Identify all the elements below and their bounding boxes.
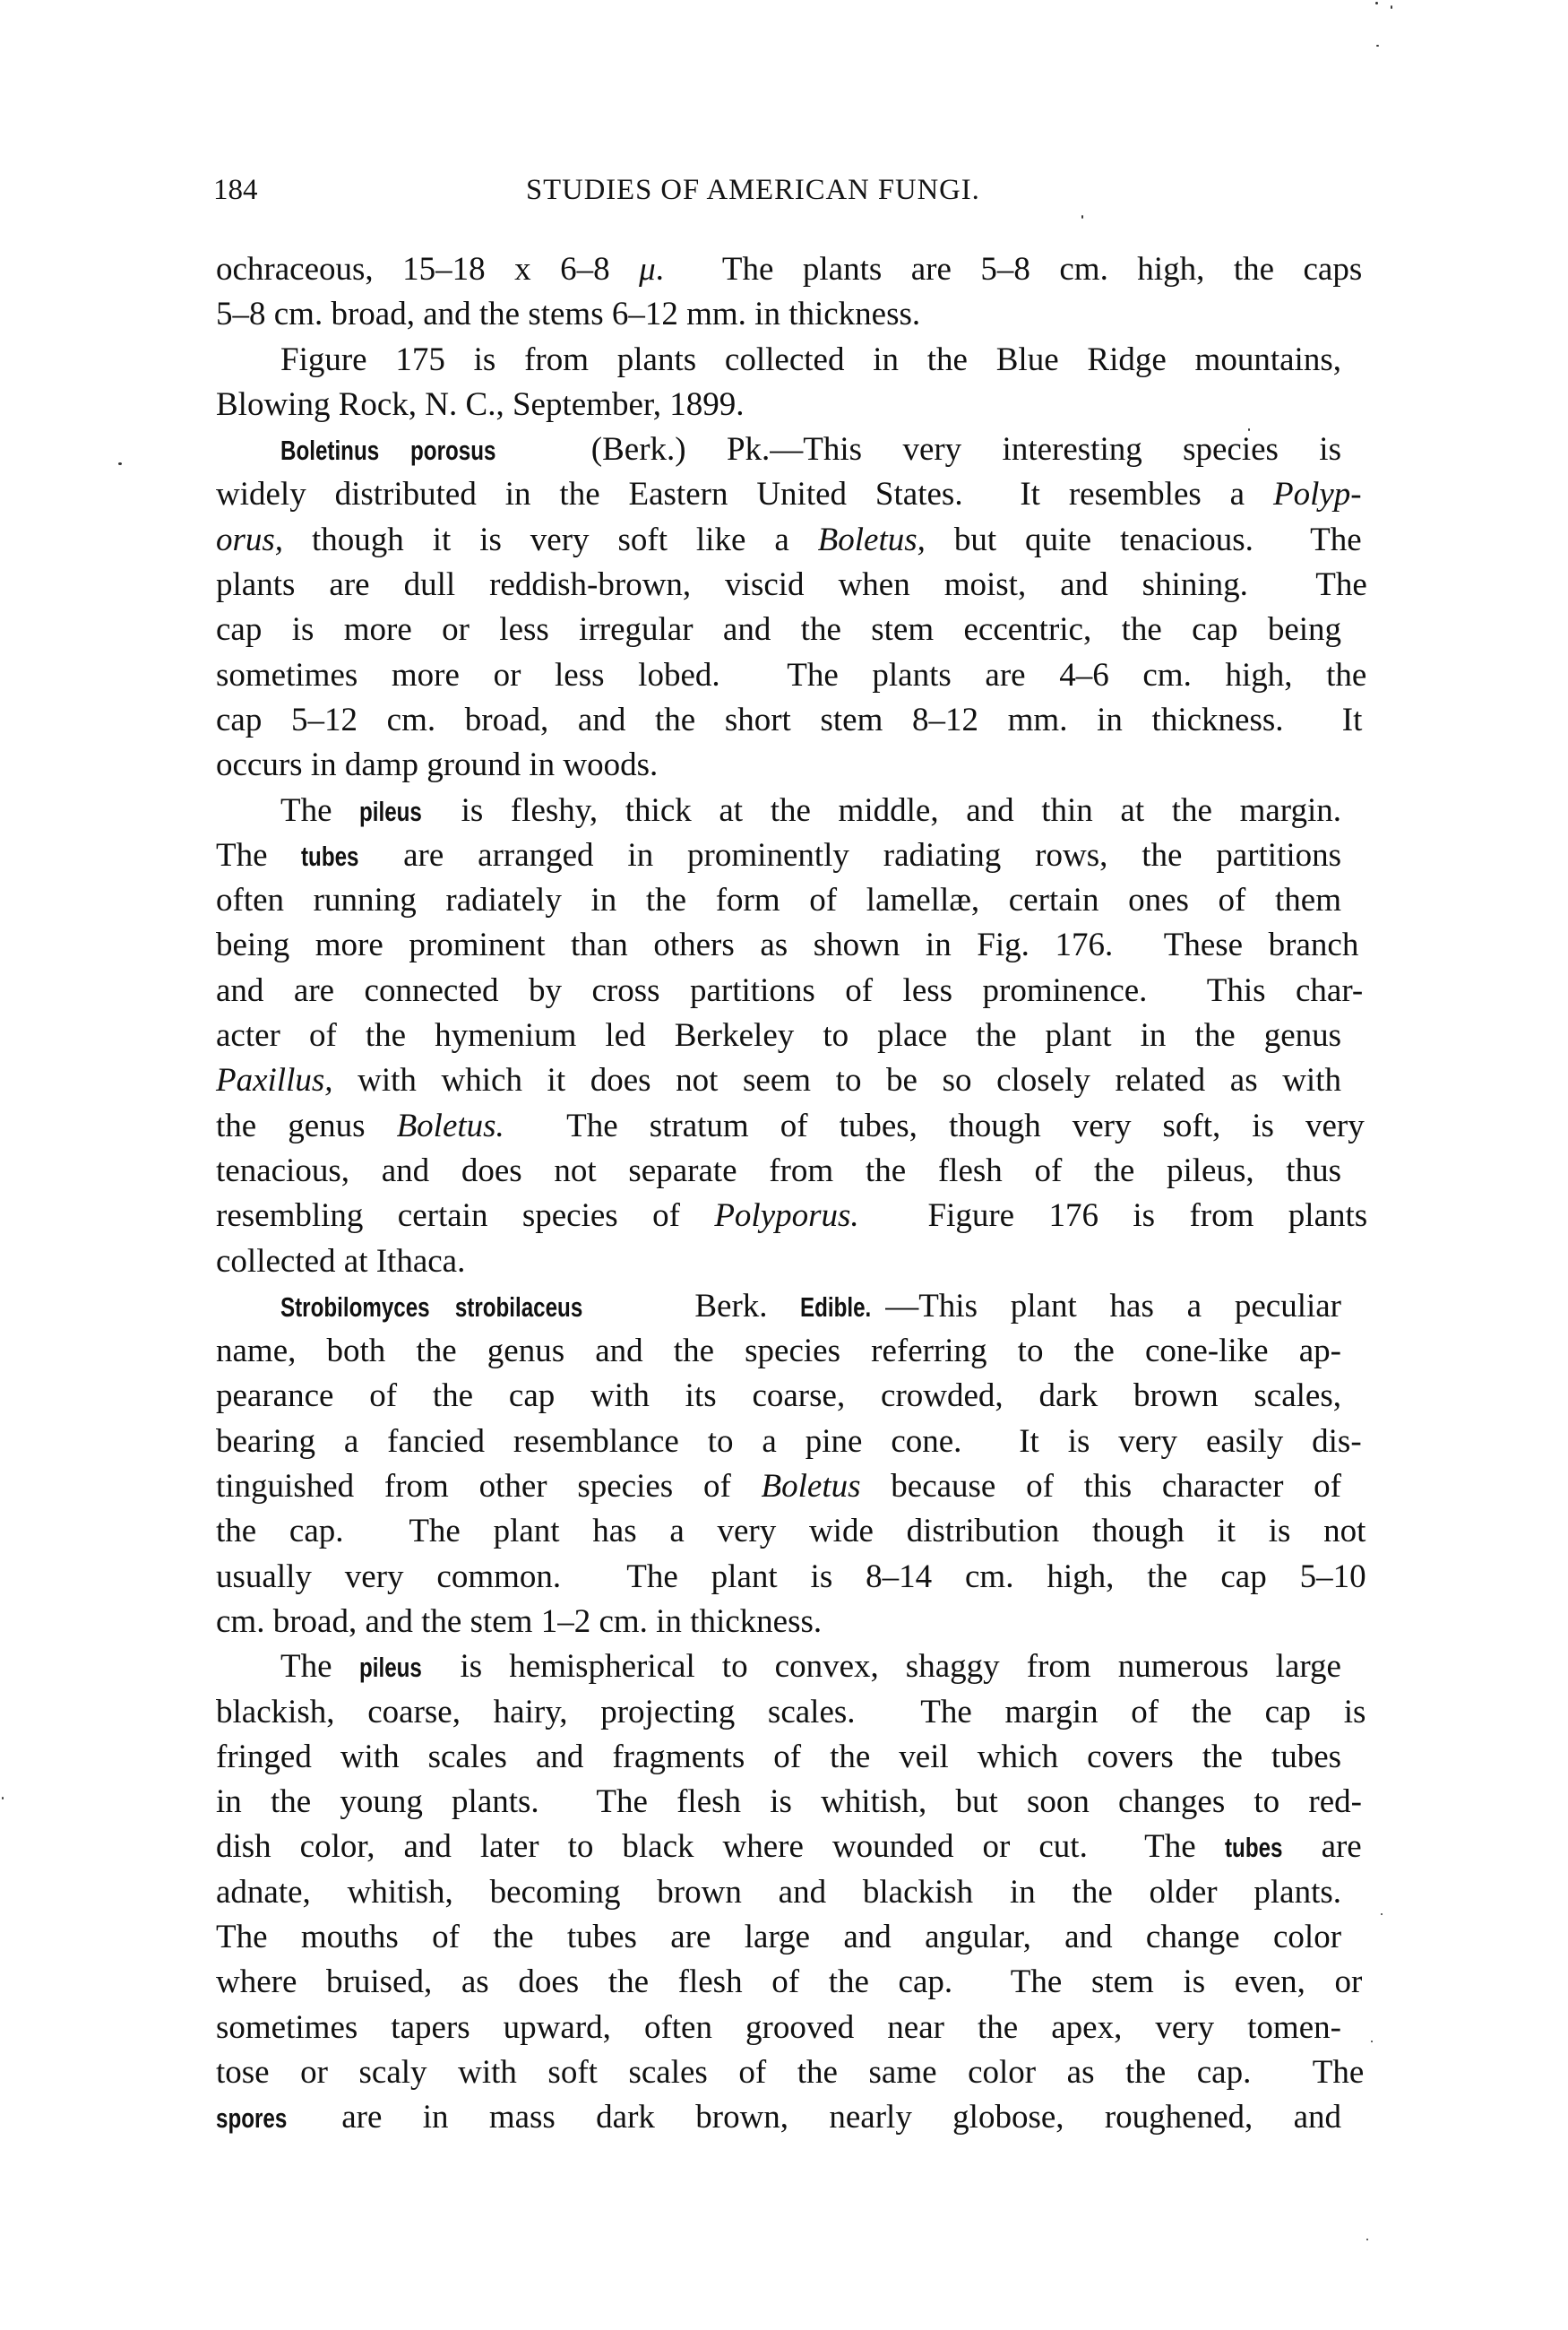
- text-run: 5–8 cm. broad, and the stems 6–12 mm. in thickness.: [216, 296, 921, 333]
- text-run: the genus: [216, 1107, 397, 1144]
- text-run: usually very common. The plant is 8–14 cm. high, the cap 5–10: [216, 1558, 1366, 1595]
- text-run: tinguished from other species of: [216, 1468, 762, 1506]
- text-line: [216, 1960, 1363, 2005]
- page-number: 184: [213, 174, 258, 206]
- text-line-content: [216, 1374, 1341, 1419]
- text-run: but quite tenacious. The: [925, 521, 1362, 558]
- text-run: Berk.: [661, 1287, 801, 1325]
- text-line: [216, 1780, 1362, 1825]
- bold-term: spores: [216, 2102, 288, 2135]
- text-line: [216, 2006, 1341, 2050]
- text-line-content: [216, 1825, 1362, 1870]
- text-line-content: [216, 518, 1362, 563]
- text-run: resembling certain species of: [216, 1197, 715, 1235]
- text-line: [216, 833, 1341, 878]
- text-run: tose or scaly with soft scales of the same color as the cap. The: [216, 2053, 1365, 2091]
- text-line: [216, 1058, 1341, 1103]
- text-run: ochraceous, 15–18 x 6–8: [216, 251, 640, 288]
- bold-term: tubes: [1224, 1832, 1283, 1864]
- text-line: [216, 518, 1362, 563]
- text-line: [216, 1644, 1341, 1689]
- text-run: dish color, and later to black where wounded or cut. The: [216, 1828, 1225, 1866]
- text-line: [216, 1374, 1341, 1419]
- text-line-content: [216, 1780, 1362, 1825]
- text-run: cm. broad, and the stem 1–2 cm. in thickness.: [216, 1602, 823, 1640]
- text-line: [216, 1194, 1368, 1238]
- text-run: sometimes more or less lobed. The plants are 4–6 cm. high, the: [216, 656, 1367, 694]
- text-run: is fleshy, thick at the middle, and thin at the margin.: [433, 791, 1341, 829]
- italic-term: Boletus,: [817, 521, 926, 558]
- text-run: fringed with scales and fragments of the veil which covers the tubes: [216, 1738, 1342, 1775]
- text-line-content: [216, 878, 1341, 923]
- text-line: [216, 1284, 1341, 1329]
- text-line: [216, 1915, 1341, 1960]
- text-line: [216, 608, 1341, 652]
- bold-term: Boletinus porosus: [280, 435, 496, 467]
- text-run: pearance of the cap with its coarse, crowded, dark brown scales,: [216, 1377, 1341, 1415]
- bold-term: pileus: [358, 1652, 422, 1684]
- text-run: collected at Ithaca.: [216, 1242, 466, 1280]
- bold-term: Strobilomyces strobilaceus: [280, 1290, 583, 1323]
- text-run: (Berk.) Pk.—This very interesting species is: [550, 431, 1341, 469]
- scan-speck: [1081, 215, 1083, 219]
- text-line-content: [216, 1555, 1366, 1600]
- text-run: adnate, whitish, becoming brown and blackish in the older plants.: [216, 1873, 1342, 1911]
- text-line: [216, 1600, 1341, 1644]
- body-text: [216, 247, 1368, 2140]
- text-line: [216, 338, 1341, 383]
- text-run: —This plant has a peculiar: [885, 1287, 1342, 1325]
- text-line-content: [216, 472, 1362, 517]
- text-line-content: [216, 608, 1341, 652]
- text-line-content: [216, 923, 1358, 968]
- text-line: [216, 1014, 1341, 1058]
- text-line-content: [216, 653, 1366, 698]
- text-run: because of this character of: [860, 1468, 1341, 1506]
- text-line-content: [216, 1870, 1341, 1915]
- text-line-content: [216, 2050, 1364, 2095]
- text-line: [216, 1149, 1341, 1194]
- text-line-content: [216, 1735, 1341, 1780]
- text-run: name, both the genus and the species referring to the cone-like ap-: [216, 1333, 1341, 1370]
- text-line-content: [216, 1149, 1341, 1194]
- text-run: are: [1292, 1828, 1362, 1866]
- text-line: [216, 698, 1363, 743]
- text-line-content: [280, 1644, 1341, 1690]
- text-line-content: [216, 1014, 1341, 1058]
- text-line-content: [216, 1329, 1341, 1374]
- text-line-content: [216, 833, 1341, 879]
- text-line-content: [216, 1104, 1365, 1149]
- text-run: plants are dull reddish-brown, viscid when moist, and shining. The: [216, 566, 1367, 604]
- text-run: with which it does not seem to be so closely related as with: [332, 1062, 1341, 1100]
- running-head: [213, 172, 1342, 208]
- text-line-content: [216, 2006, 1341, 2050]
- text-line-content: [216, 1058, 1341, 1103]
- text-line-content: [216, 743, 658, 788]
- text-run: The stratum of tubes, though very soft, is very: [504, 1107, 1365, 1144]
- text-run: occurs in damp ground in woods.: [216, 746, 659, 784]
- text-line: [216, 1239, 1341, 1284]
- text-run: cap is more or less irregular and the stem eccentric, the cap being: [216, 611, 1342, 649]
- text-run: though it is very soft like a: [283, 521, 818, 558]
- text-line: [216, 1464, 1341, 1509]
- text-run: tenacious, and does not separate from the flesh of the pileus, thus: [216, 1152, 1341, 1189]
- text-run: sometimes tapers upward, often grooved near the apex, very tomen-: [216, 2008, 1341, 2046]
- text-run: bearing a fancied resemblance to a pine cone. It is very easily dis-: [216, 1422, 1362, 1460]
- text-line: [216, 1825, 1362, 1869]
- text-line-content: [280, 427, 1341, 473]
- running-title: STUDIES OF AMERICAN FUNGI.: [526, 174, 980, 206]
- text-run: cap 5–12 cm. broad, and the short stem 8–12 mm. in thickness. It: [216, 701, 1363, 738]
- scan-speck: [1376, 45, 1379, 47]
- text-line: [216, 383, 1341, 427]
- text-run: the cap. The plant has a very wide distribution though it is not: [216, 1513, 1366, 1550]
- text-line-content: [280, 789, 1341, 834]
- text-line: [216, 2095, 1341, 2140]
- text-line-content: [280, 1284, 1341, 1330]
- scan-speck: [1371, 2041, 1373, 2042]
- text-line: [216, 1870, 1341, 1915]
- text-run: are in mass dark brown, nearly globose, roughened, and: [300, 2099, 1342, 2136]
- text-line: [216, 969, 1364, 1014]
- text-line-content: [216, 969, 1363, 1014]
- text-run: Blowing Rock, N. C., September, 1899.: [216, 385, 745, 423]
- text-line: [216, 1690, 1366, 1735]
- text-line-content: [216, 1509, 1366, 1554]
- italic-term: Polyp-: [1272, 476, 1362, 513]
- text-line: [216, 427, 1341, 472]
- text-line: [216, 472, 1362, 517]
- italic-term: Boletus: [761, 1468, 861, 1506]
- text-run: Figure 175 is from plants collected in the Blue Ridge mountains,: [280, 341, 1341, 378]
- italic-term: orus,: [216, 521, 284, 558]
- bold-term: pileus: [359, 795, 423, 827]
- text-line-content: [216, 2095, 1341, 2141]
- italic-term: μ: [639, 251, 656, 288]
- text-line: [216, 2050, 1365, 2095]
- text-run: Figure 176 is from plants: [858, 1197, 1368, 1235]
- text-run: being more prominent than others as shown in Fig. 176. These branch: [216, 927, 1359, 964]
- text-run: in the young plants. The flesh is whitish, but soon changes to red-: [216, 1783, 1362, 1821]
- text-line-content: [216, 1420, 1362, 1464]
- text-line: [216, 653, 1367, 698]
- text-line-content: [216, 1600, 822, 1644]
- text-run: are arranged in prominently radiating rows, the partitions: [369, 836, 1342, 874]
- text-run: is hemispherical to convex, shaggy from numerous large: [433, 1648, 1341, 1686]
- text-run: often running radiately in the form of lamellæ, certain ones of them: [216, 882, 1341, 919]
- text-line: [216, 292, 1341, 337]
- text-line: [216, 878, 1341, 923]
- text-line-content: [216, 1464, 1341, 1509]
- text-line: [216, 1329, 1341, 1374]
- scan-speck: [1248, 428, 1250, 431]
- text-line: [216, 247, 1363, 292]
- text-line-content: [216, 247, 1362, 292]
- text-line: [216, 789, 1341, 833]
- scan-speck: [1381, 1913, 1383, 1915]
- text-line: [216, 1509, 1366, 1554]
- text-run: The: [280, 1648, 359, 1686]
- text-run: The mouths of the tubes are large and angular, and change color: [216, 1918, 1342, 1955]
- text-line: [216, 1104, 1365, 1149]
- text-line: [216, 1735, 1341, 1780]
- italic-term: Paxillus,: [216, 1062, 333, 1100]
- text-line-content: [216, 292, 920, 337]
- text-run: . The plants are 5–8 cm. high, the caps: [655, 251, 1363, 288]
- text-run: and are connected by cross partitions of less prominence. This char-: [216, 971, 1364, 1009]
- text-line: [216, 563, 1367, 608]
- text-run: The: [280, 791, 360, 829]
- text-line-content: [216, 1194, 1367, 1238]
- text-line-content: [216, 1915, 1341, 1960]
- text-line-content: [216, 698, 1362, 743]
- scan-speck: [118, 462, 122, 465]
- text-line: [216, 923, 1359, 968]
- scan-speck: [1375, 2, 1378, 4]
- text-line-content: [216, 383, 744, 427]
- text-line: [216, 743, 1341, 788]
- text-line: [216, 1555, 1366, 1600]
- text-run: widely distributed in the Eastern United States. It resembles a: [216, 476, 1273, 513]
- text-run: acter of the hymenium led Berkeley to place the plant in the genus: [216, 1017, 1342, 1055]
- scan-speck: [1391, 5, 1392, 9]
- text-run: The: [216, 836, 302, 874]
- bold-term: tubes: [301, 840, 359, 872]
- scan-speck: [2, 1797, 4, 1799]
- italic-term: Boletus.: [396, 1107, 504, 1144]
- text-line-content: [216, 1960, 1362, 2005]
- text-run: blackish, coarse, hairy, projecting scales. The margin of the cap is: [216, 1693, 1366, 1730]
- bold-term: Edible.: [800, 1290, 872, 1323]
- text-line-content: [216, 563, 1367, 608]
- text-line-content: [216, 1690, 1366, 1735]
- text-line-content: [216, 1239, 465, 1284]
- text-line-content: [280, 338, 1341, 383]
- scan-speck: [1366, 2239, 1368, 2240]
- italic-term: Polyporus.: [714, 1197, 859, 1235]
- text-run: where bruised, as does the flesh of the cap. The stem is even, or: [216, 1963, 1363, 2001]
- text-line: [216, 1420, 1362, 1464]
